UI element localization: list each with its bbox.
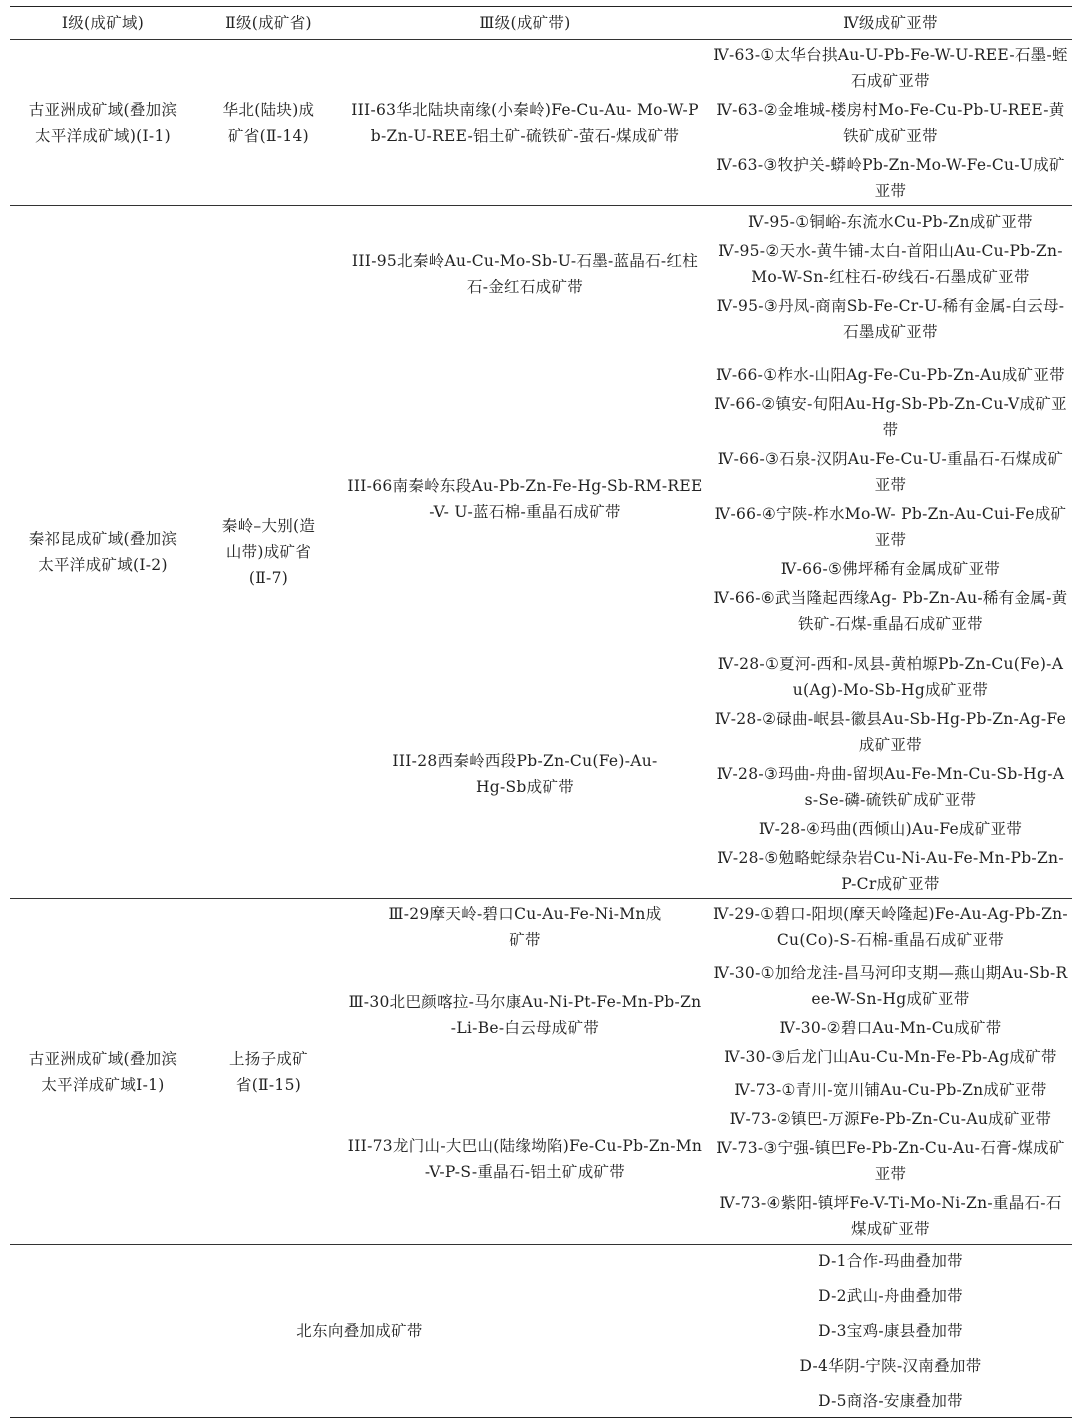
subbelt-item: Ⅳ-66-⑥武当隆起西缘Ag- Pb-Zn-Au-稀有金属-黄铁矿-石煤-重晶石成矿亚带 <box>713 588 1068 633</box>
subbelt-item: Ⅳ-29-①碧口-阳坝(摩天岭隆起)Fe-Au-Ag-Pb-Zn-Cu(Co)-S-石棉-重晶石成矿亚带 <box>713 904 1068 949</box>
level3-cell: III-63华北陆块南缘(小秦岭)Fe-Cu-Au- Mo-W-Pb-Zn-U-REE-铝土矿-硫铁矿-萤石-煤成矿带 <box>341 40 709 206</box>
metallogenic-zoning-table <box>10 6 1072 1418</box>
level3-cell: III-73龙门山-大巴山(陆缘坳陷)Fe-Cu-Pb-Zn-Mn-V-P-S-重晶石-铝土矿成矿带 <box>347 1137 703 1182</box>
subbelt-item: Ⅳ-28-①夏河-西和-凤县-黄柏塬Pb-Zn-Cu(Fe)-Au(Ag)-Mo-Sb-Hg成矿亚带 <box>717 655 1064 700</box>
superposed-label: 北东向叠加成矿带 <box>10 1245 709 1418</box>
header-level3: Ⅲ级(成矿带) <box>341 7 709 40</box>
level1-cell: 古亚洲成矿域(叠加滨太平洋成矿域Ⅰ-1) <box>10 899 196 1245</box>
level1-cell: 古亚洲成矿域(叠加滨太平洋成矿域)(Ⅰ-1) <box>10 40 196 206</box>
superposed-item: D-3宝鸡-康县叠加带 <box>818 1322 963 1340</box>
level2-cell: 秦岭–大别(造山带)成矿省(Ⅱ-7) <box>196 206 341 899</box>
superposed-item: D-5商洛-安康叠加带 <box>818 1392 963 1410</box>
table-row <box>10 899 1072 955</box>
table-row <box>10 1245 1072 1418</box>
subbelt-item: Ⅳ-73-④紫阳-镇坪Fe-V-Ti-Mo-Ni-Zn-重晶石-石煤成矿亚带 <box>719 1193 1062 1238</box>
table-row <box>10 40 1072 206</box>
subbelt-item: Ⅳ-63-②金堆城-楼房村Mo-Fe-Cu-Pb-U-REE-黄铁矿成矿亚带 <box>716 100 1065 145</box>
header-level1: I级(成矿域) <box>10 7 196 40</box>
subbelt-item: Ⅳ-28-③玛曲-舟曲-留坝Au-Fe-Mn-Cu-Sb-Hg-As-Se-磷-硫铁矿成矿亚带 <box>716 765 1065 810</box>
table-row <box>10 206 1072 348</box>
level4-cell <box>709 955 1072 1075</box>
level3-cell: III-95北秦岭Au-Cu-Mo-Sb-U-石墨-蓝晶石-红柱石-金红石成矿带 <box>341 206 709 348</box>
level3-cell: Ⅲ-30北巴颜喀拉-马尔康Au-Ni-Pt-Fe-Mn-Pb-Zn-Li-Be-白云母成矿带 <box>348 992 702 1037</box>
subbelt-item: Ⅳ-28-②碌曲-岷县-徽县Au-Sb-Hg-Pb-Zn-Ag-Fe成矿亚带 <box>714 710 1067 755</box>
subbelt-item: Ⅳ-95-②天水-黄牛铺-太白-首阳山Au-Cu-Pb-Zn-Mo-W-Sn-红柱石-矽线石-石墨成矿亚带 <box>718 241 1063 286</box>
level3-cell: III-28西秦岭西段Pb-Zn-Cu(Fe)-Au-Hg-Sb成矿带 <box>392 752 658 797</box>
header-row <box>10 7 1072 40</box>
subbelt-item: Ⅳ-73-①青川-宽川铺Au-Cu-Pb-Zn成矿亚带 <box>734 1080 1047 1099</box>
subbelt-item: Ⅳ-66-⑤佛坪稀有金属成矿亚带 <box>780 559 1001 578</box>
superposed-item: D-1合作-玛曲叠加带 <box>818 1252 963 1270</box>
subbelt-item: Ⅳ-66-②镇安-旬阳Au-Hg-Sb-Pb-Zn-Cu-V成矿亚带 <box>714 394 1067 439</box>
level4-cell <box>709 1075 1072 1245</box>
level2-cell: 华北(陆块)成矿省(Ⅱ-14) <box>196 40 341 206</box>
superposed-item: D-2武山-舟曲叠加带 <box>818 1287 963 1305</box>
subbelt-item: Ⅳ-63-①太华台拱Au-U-Pb-Fe-W-U-REE-石墨-蛭石成矿亚带 <box>713 45 1068 90</box>
level4-cell <box>709 651 1072 899</box>
header-level4: Ⅳ级成矿亚带 <box>709 7 1072 40</box>
header-level2: Ⅱ级(成矿省) <box>196 7 341 40</box>
subbelt-item: Ⅳ-73-②镇巴-万源Fe-Pb-Zn-Cu-Au成矿亚带 <box>729 1109 1052 1128</box>
subbelt-item: Ⅳ-28-⑤勉略蛇绿杂岩Cu-Ni-Au-Fe-Mn-Pb-Zn-P-Cr成矿亚带 <box>717 849 1064 894</box>
subbelt-item: Ⅳ-95-①铜峪-东流水Cu-Pb-Zn成矿亚带 <box>748 212 1033 231</box>
subbelt-item: Ⅳ-66-④宁陕-柞水Mo-W- Pb-Zn-Au-Cui-Fe成矿亚带 <box>714 504 1067 549</box>
superposed-item: D-4华阴-宁陕-汉南叠加带 <box>799 1357 982 1375</box>
superposed-list <box>709 1245 1072 1418</box>
subbelt-item: Ⅳ-28-④玛曲(西倾山)Au-Fe成矿亚带 <box>758 820 1023 839</box>
level2-cell: 上扬子成矿省(Ⅱ-15) <box>196 899 341 1245</box>
level1-cell: 秦祁昆成矿域(叠加滨太平洋成矿域(Ⅰ-2) <box>10 206 196 899</box>
subbelt-item: Ⅳ-66-③石泉-汉阴Au-Fe-Cu-U-重晶石-石煤成矿亚带 <box>717 449 1064 494</box>
subbelt-item: Ⅳ-30-③后龙门山Au-Cu-Mn-Fe-Pb-Ag成矿带 <box>724 1047 1057 1066</box>
level4-cell <box>709 206 1072 348</box>
subbelt-item: Ⅳ-66-①柞水-山阳Ag-Fe-Cu-Pb-Zn-Au成矿亚带 <box>716 365 1065 384</box>
subbelt-item: Ⅳ-95-③丹凤-商南Sb-Fe-Cr-U-稀有金属-白云母-石墨成矿亚带 <box>716 296 1065 341</box>
level4-cell <box>709 348 1072 651</box>
subbelt-item: Ⅳ-30-②碧口Au-Mn-Cu成矿带 <box>779 1018 1002 1037</box>
subbelt-item: Ⅳ-30-①加给龙洼-昌马河印支期—燕山期Au-Sb-Ree-W-Sn-Hg成矿亚带 <box>713 963 1068 1008</box>
subbelt-item: Ⅳ-73-③宁强-镇巴Fe-Pb-Zn-Cu-Au-石膏-煤成矿亚带 <box>716 1138 1065 1183</box>
level4-cell <box>709 899 1072 955</box>
level3-cell: Ⅲ-29摩天岭-碧口Cu-Au-Fe-Ni-Mn成矿带 <box>341 899 709 955</box>
subbelt-item: Ⅳ-63-③牧护关-蟒岭Pb-Zn-Mo-W-Fe-Cu-U成矿亚带 <box>716 155 1065 200</box>
level4-cell <box>709 40 1072 206</box>
level3-cell: III-66南秦岭东段Au-Pb-Zn-Fe-Hg-Sb-RM-REE-V- U-蓝石棉-重晶石成矿带 <box>347 477 703 521</box>
